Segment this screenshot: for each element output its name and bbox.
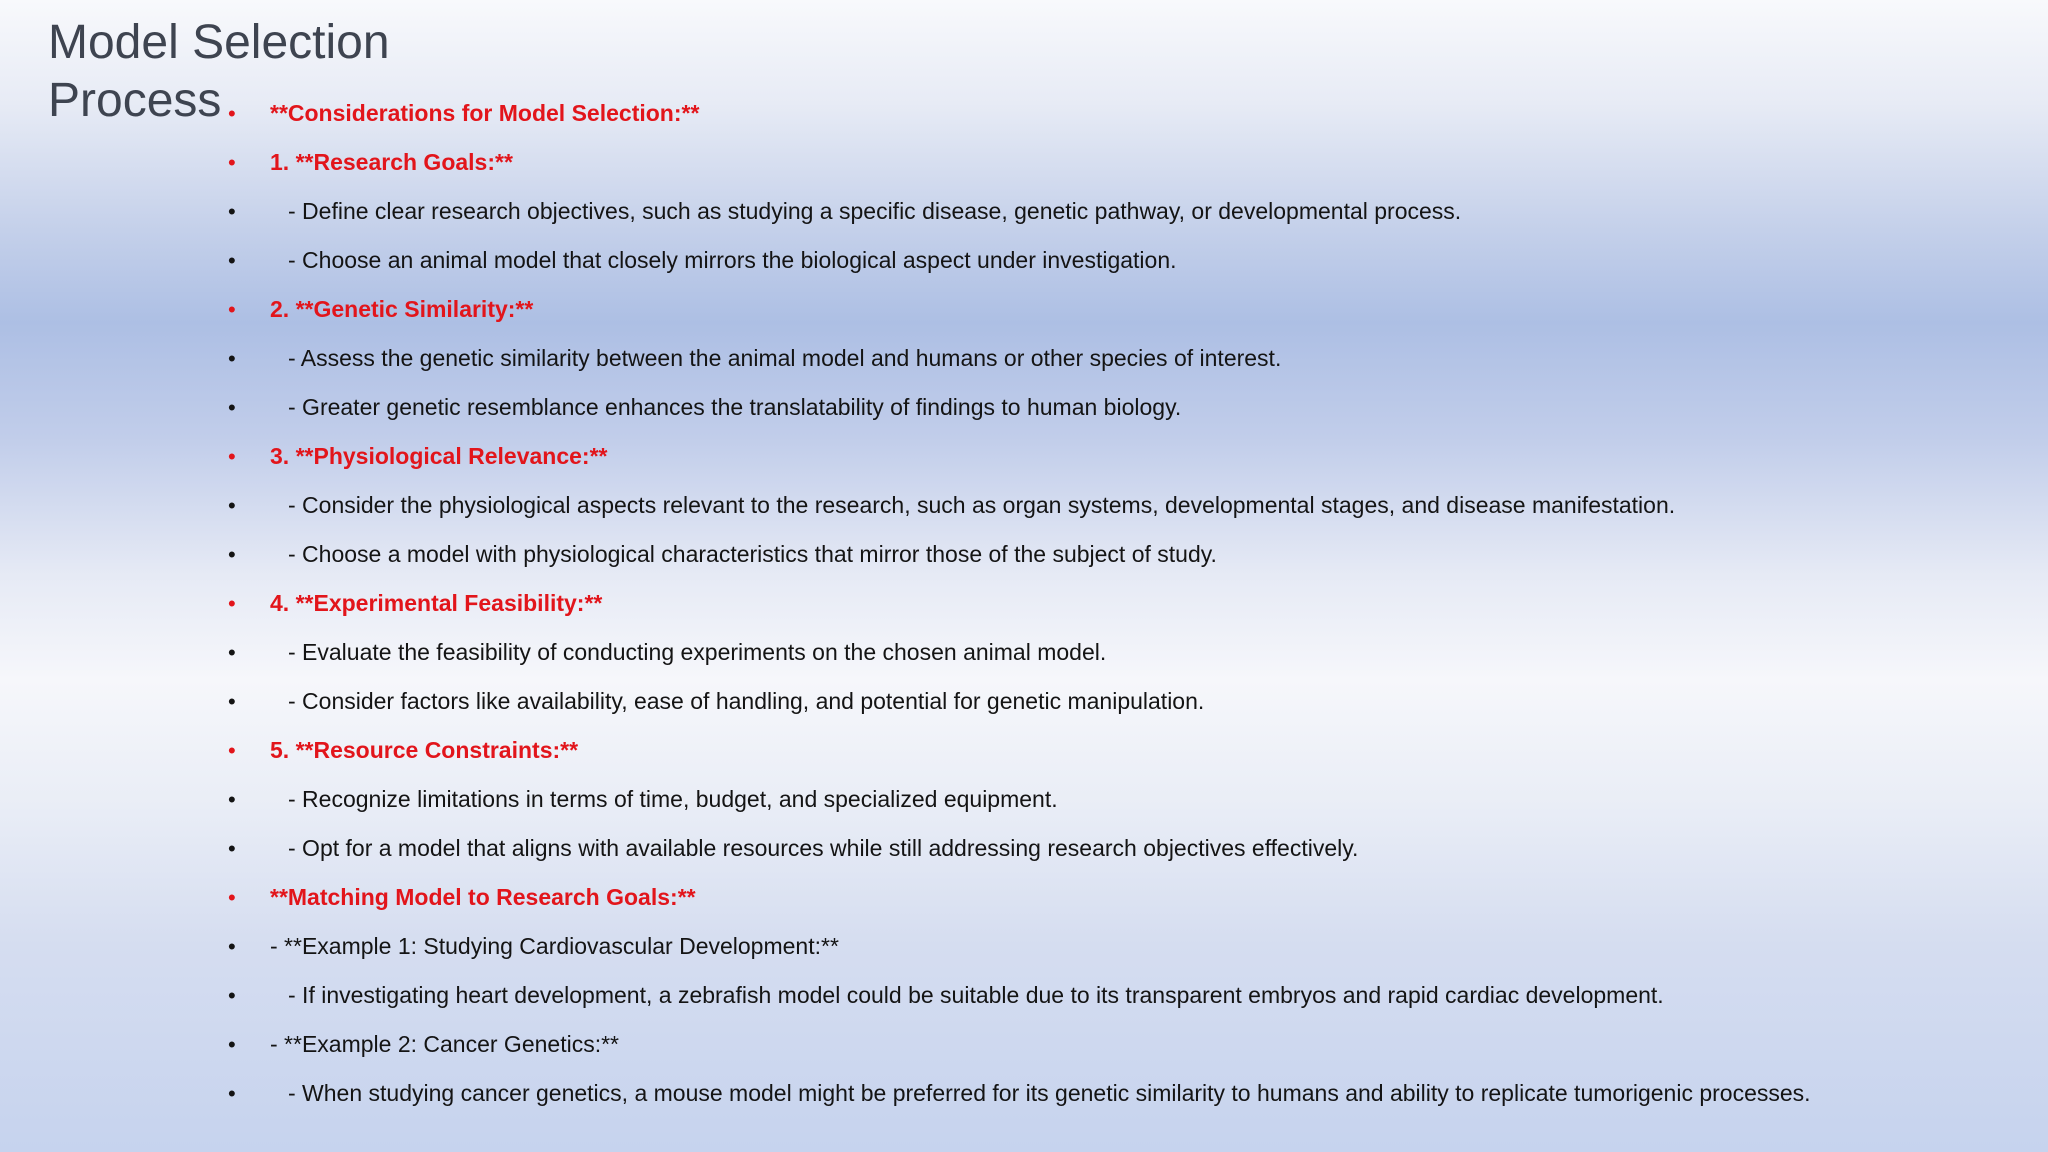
list-item-text: 5. **Resource Constraints:**: [270, 737, 579, 763]
bullet-icon: •: [228, 1032, 236, 1057]
bullet-icon: •: [228, 395, 236, 420]
bullet-icon: •: [228, 640, 236, 665]
bullet-icon: •: [228, 199, 236, 224]
list-item: [228, 1069, 2028, 1118]
bullet-icon: •: [228, 101, 236, 126]
bullet-icon: •: [228, 346, 236, 371]
section-heading-item: [228, 285, 2028, 334]
section-heading-item: [228, 432, 2028, 481]
list-item: [228, 187, 2028, 236]
list-item-text: - Choose a model with physiological characteristics that mirror those of the subject of study.: [288, 541, 1217, 567]
section-heading-item: [228, 89, 2028, 138]
list-item-text: - Consider the physiological aspects relevant to the research, such as organ systems, developmental stages, and disease manifestation.: [288, 492, 1676, 518]
list-item-text: 2. **Genetic Similarity:**: [270, 296, 534, 322]
bullet-icon: •: [228, 444, 236, 469]
section-heading-item: [228, 726, 2028, 775]
bullet-list: [228, 89, 2028, 1118]
list-item-text: - If investigating heart development, a zebrafish model could be suitable due to its transparent embryos and rapid cardiac development.: [288, 982, 1664, 1008]
bullet-icon: •: [228, 248, 236, 273]
slide-title-line-2: Process: [48, 74, 222, 127]
list-item-text: - Opt for a model that aligns with available resources while still addressing research objectives effectively.: [288, 835, 1359, 861]
list-item-text: 4. **Experimental Feasibility:**: [270, 590, 603, 616]
list-item-text: **Considerations for Model Selection:**: [270, 100, 700, 126]
list-item: [228, 481, 2028, 530]
list-item: [228, 628, 2028, 677]
list-item: [228, 677, 2028, 726]
bullet-icon: •: [228, 934, 236, 959]
list-item: [228, 530, 2028, 579]
section-heading-item: [228, 579, 2028, 628]
bullet-icon: •: [228, 1081, 236, 1106]
list-item: [228, 824, 2028, 873]
list-item: [228, 383, 2028, 432]
list-item: [228, 922, 2028, 971]
list-item: [228, 1020, 2028, 1069]
list-item-text: - **Example 1: Studying Cardiovascular Development:**: [270, 933, 839, 959]
bullet-icon: •: [228, 738, 236, 763]
list-item: [228, 236, 2028, 285]
bullet-icon: •: [228, 689, 236, 714]
list-item: [228, 334, 2028, 383]
list-item-text: 1. **Research Goals:**: [270, 149, 513, 175]
section-heading-item: [228, 873, 2028, 922]
list-item-text: - Evaluate the feasibility of conducting experiments on the chosen animal model.: [288, 639, 1107, 665]
list-item-text: - Choose an animal model that closely mirrors the biological aspect under investigation.: [288, 247, 1177, 273]
list-item-text: - **Example 2: Cancer Genetics:**: [270, 1031, 619, 1057]
list-item-text: **Matching Model to Research Goals:**: [270, 884, 696, 910]
bullet-icon: •: [228, 493, 236, 518]
list-item-text: - Define clear research objectives, such as studying a specific disease, genetic pathway, or developmental process.: [288, 198, 1462, 224]
bullet-icon: •: [228, 591, 236, 616]
list-item-text: - Recognize limitations in terms of time, budget, and specialized equipment.: [288, 786, 1058, 812]
list-item-text: - Consider factors like availability, ease of handling, and potential for genetic manipulation.: [288, 688, 1205, 714]
bullet-icon: •: [228, 885, 236, 910]
bullet-icon: •: [228, 836, 236, 861]
list-item: [228, 775, 2028, 824]
bullet-icon: •: [228, 787, 236, 812]
slide-title-line-1: Model Selection: [48, 16, 390, 69]
section-heading-item: [228, 138, 2028, 187]
bullet-icon: •: [228, 150, 236, 175]
list-item: [228, 971, 2028, 1020]
list-item-text: 3. **Physiological Relevance:**: [270, 443, 608, 469]
list-item-text: - Assess the genetic similarity between the animal model and humans or other species of interest.: [288, 345, 1282, 371]
bullet-icon: •: [228, 983, 236, 1008]
bullet-icon: •: [228, 297, 236, 322]
bullet-icon: •: [228, 542, 236, 567]
list-item-text: - When studying cancer genetics, a mouse model might be preferred for its genetic similarity to humans and ability to replicate tumorigenic processes.: [288, 1080, 1811, 1106]
list-item-text: - Greater genetic resemblance enhances the translatability of findings to human biology.: [288, 394, 1182, 420]
